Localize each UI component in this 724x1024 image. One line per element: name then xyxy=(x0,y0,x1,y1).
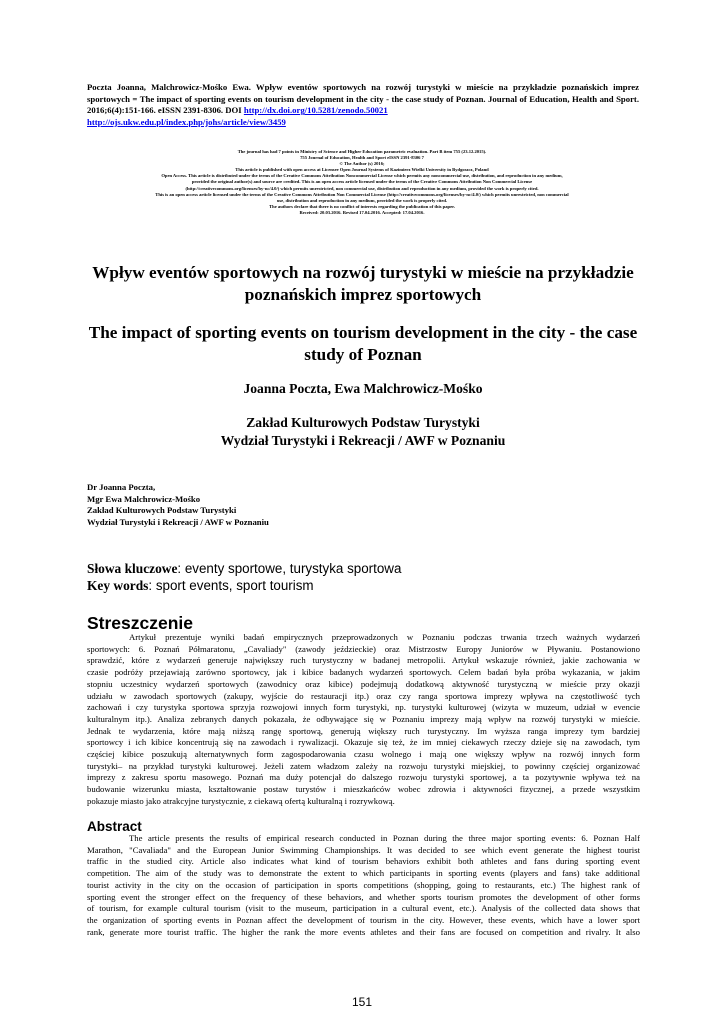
keywords-en-label: Key words xyxy=(87,578,149,594)
keywords-pl-value: : eventy sportowe, turystyka sportowa xyxy=(177,561,402,576)
article-url-link[interactable]: http://ojs.ukw.edu.pl/index.php/johs/article/view/3459 xyxy=(87,116,286,127)
text-line: of tourism, for example cultural tourism (visit to the museum, participation in a cultural event, etc.). Analysis of the collected data shows that xyxy=(87,903,640,914)
contact-block xyxy=(87,482,507,528)
notice-line: (http://creativecommons.org/licenses/by-nc/4.0/) which permits unrestricted, non commercial use, distribution and reproduction in any medium, provided the work is properly cited. xyxy=(185,185,539,191)
notice-line: provided the original author(s) and source are credited. This is an open access article licensed under the terms of the Creative Commons Attribution Non Commercial License xyxy=(191,179,533,185)
citation-block xyxy=(87,82,639,128)
contact-line: Wydział Turystyki i Rekreacji / AWF w Poznaniu xyxy=(87,516,269,527)
notice-line: 755 Journal of Education, Health and Sport eISSN 2391-8306 7 xyxy=(300,155,424,161)
notice-line: use, distribution and reproduction in any medium, provided the work is properly cited. xyxy=(276,197,448,203)
abstract-heading: Abstract xyxy=(87,819,142,834)
text-line: kulturalnym itp.). Analiza zebranych danych pokazała, że odbywające się w Poznaniu imprezy mają wpływ na rozwój turystyki w mieście. xyxy=(87,713,640,724)
notice-line: This is an open access article licensed under the terms of the Creative Commons Attribution Non Commercial License (http://creativecommons.org/licenses/by-nc/4.0/) which permits unrestricted, non commercial xyxy=(155,191,569,197)
text-line: udziału w zawodach sportowych (zakupy, wyjście do restauracji itp.) oraz czy ranga sportowa imprezy wpływa na częstotliwość tych xyxy=(87,690,640,701)
notice-line: Received: 20.03.2016. Revised 17.04.2016. Accepted: 17.04.2016. xyxy=(299,209,425,215)
title-polish xyxy=(80,262,646,306)
text-line: pokazuje miasto jako atrakcyjne turystycznie, z ciekawą ofertą kulturalną i rozrywkową. xyxy=(87,795,395,806)
affiliation-line: Wydział Turystyki i Rekreacji / AWF w Poznaniu xyxy=(220,433,506,448)
text-line: stopniu uczestnicy wydarzeń sportowych (zawodnicy oraz kibice) podejmują dodatkową aktywność turystyczną w mieście przy okazji xyxy=(87,678,640,689)
text-line: Jednak te wydarzenia, które mają niższą rangę sportową, generują większy ruch turystyczny. Im wyższa ranga imprezy tym bardziej xyxy=(87,725,640,736)
contact-line: Dr Joanna Poczta, xyxy=(87,482,156,492)
affiliation xyxy=(80,414,646,450)
text-line: turystyki– na przykład turystyki kulturowej. Jeżeli zatem władzom zależy na rozwoju turystyki miejskiej, to powinny częściej organizować xyxy=(87,760,640,771)
streszczenie-body xyxy=(87,632,640,808)
text-line: traffic in the studied city. Article also indicates what kind of tourism behaviors exhibit both athletes and fans during sporting event xyxy=(87,856,640,867)
text-line: Artykuł prezentuje wyniki badań empirycznych przeprowadzonych w Poznaniu podczas trwania trzech ważnych wydarzeń xyxy=(129,632,640,642)
doi-link[interactable]: http://dx.doi.org/10.5281/zenodo.50021 xyxy=(243,105,388,116)
text-line: sportowcy i ich kibice koncentrują się na zawodach i rywalizacji. Okazuje się też, że im mniej ciekawych rzeczy dzieje się na zawodach, tym xyxy=(87,737,640,748)
keywords-pl-label: Słowa kluczowe xyxy=(87,561,178,576)
keywords-block xyxy=(87,560,647,595)
text-line: zachowań i czy turystyka sportowa sprzyja rozwojowi innych form turystyki, np. turystyki kulturowej (wizyta w muzeum, udział w evencie xyxy=(87,702,640,713)
affiliation-line: Zakład Kulturowych Podstaw Turystyki xyxy=(246,415,480,430)
title-line: Wpływ eventów sportowych na rozwój turystyki w mieście na przykładzie xyxy=(92,263,634,282)
text-line: imprezy z zakresu sportu masowego. Poznań ma duży potencjał do dalszego rozwoju turystyki sportowej, a ta pozytywnie wpływa też na xyxy=(87,772,640,783)
notice-line: © The Author (s) 2016; xyxy=(339,161,385,167)
text-line: tourist activity in the city on the occasion of participation in sports competitions (shopping, going to restaurants, etc.) The highest rank of xyxy=(87,879,640,890)
text-line: sporting event the stronger effect on the frequency of these behaviors, and whether sports tourism promotes the development of other forms xyxy=(87,891,640,902)
authors xyxy=(80,380,646,398)
keywords-english xyxy=(87,577,647,594)
text-line: czasie podróży przejawiają zarówno sportowcy, jak i kibice badanych wydarzeń sportowych. Celem badań była próba wykazania, w jakim xyxy=(87,667,640,678)
title-english xyxy=(80,322,646,366)
journal-notice xyxy=(84,149,640,216)
text-line: częściej kibice poszukują alternatywnych form zagospodarowania czasu wolnego i mają one większy wpływ na rozwój innych form xyxy=(87,749,640,760)
keywords-polish xyxy=(87,560,647,577)
text-line: Marathon, "Cavaliada" and the European Junior Swimming Championships. It was decided to see which event generate the highest tourist xyxy=(87,844,640,855)
text-line: the organization of sporting events in Poznan affect the development of tourism in the city. However, these events, which have a lower sport xyxy=(87,914,640,925)
notice-line: The journal has had 7 points in Ministry of Science and Higher Education parametric evaluation. Part B item 755 (23.12.2015). xyxy=(237,149,487,154)
text-line: sportowych: 6. Poznań Półmaratonu, „Cavaliady" (zawody jeździeckie) oraz Mistrzostw Europy Juniorów w Pływaniu. Postanowiono xyxy=(87,643,640,654)
citation-text: Poczta Joanna, Malchrowicz-Mośko Ewa. Wpływ eventów sportowych na rozwój turystyki w mieście na przykładzie poznańskich imprez sportowych = The impact of sporting events on tourism development in the city - the case study of Poznan. Journal of Education, Health and Sport. 2016;6(4):151-166. eISSN 2391-8306. DOI xyxy=(87,82,639,116)
notice-line: Open Access. This article is distributed under the terms of the Creative Commons Attribution Noncommercial License which permits any noncommercial use, distribution, and reproduction in any medium, xyxy=(161,173,563,179)
abstract-body xyxy=(87,833,640,938)
contact-line: Zakład Kulturowych Podstaw Turystyki xyxy=(87,505,237,516)
title-line: study of Poznan xyxy=(304,345,422,364)
text-line: budowanie wizerunku miasta, kształtowanie postaw turystów i mieszkańców wobec zdrowia i aktywności fizycznej, a przede wszystkim xyxy=(87,784,640,795)
text-line: rank, generate more tourist traffic. The higher the rank the more events athletes and their fans are focused on competition and rivalry. It also xyxy=(87,926,640,937)
keywords-en-value: : sport events, sport tourism xyxy=(148,578,314,594)
page-number: 151 xyxy=(351,995,373,1009)
title-line: The impact of sporting events on tourism development in the city - the case xyxy=(88,323,638,342)
text-line: competition. The aim of the study was to demonstrate the extent to which participants in sporting events (players and fans) take additional xyxy=(87,868,640,879)
notice-line: The authors declare that there is no conflict of interests regarding the publication of this paper. xyxy=(269,203,455,209)
notice-line: This article is published with open access at Licensee Open Journal Systems of Kazimierz Wielki University in Bydgoszcz, Poland xyxy=(235,167,489,173)
author-names: Joanna Poczta, Ewa Malchrowicz-Mośko xyxy=(243,381,483,396)
title-line: poznańskich imprez sportowych xyxy=(244,285,482,304)
streszczenie-heading: Streszczenie xyxy=(87,613,194,633)
contact-line: Mgr Ewa Malchrowicz-Mośko xyxy=(87,493,201,504)
text-line: The article presents the results of empirical research conducted in Poznan during the three major sporting events: 6. Poznan Half xyxy=(129,833,640,843)
text-line: sprawdzić, które z wydarzeń generuje największy ruch turystyczny w badanej metropolii. Artykuł wskazuje również, jakie zachowania w xyxy=(87,655,640,666)
